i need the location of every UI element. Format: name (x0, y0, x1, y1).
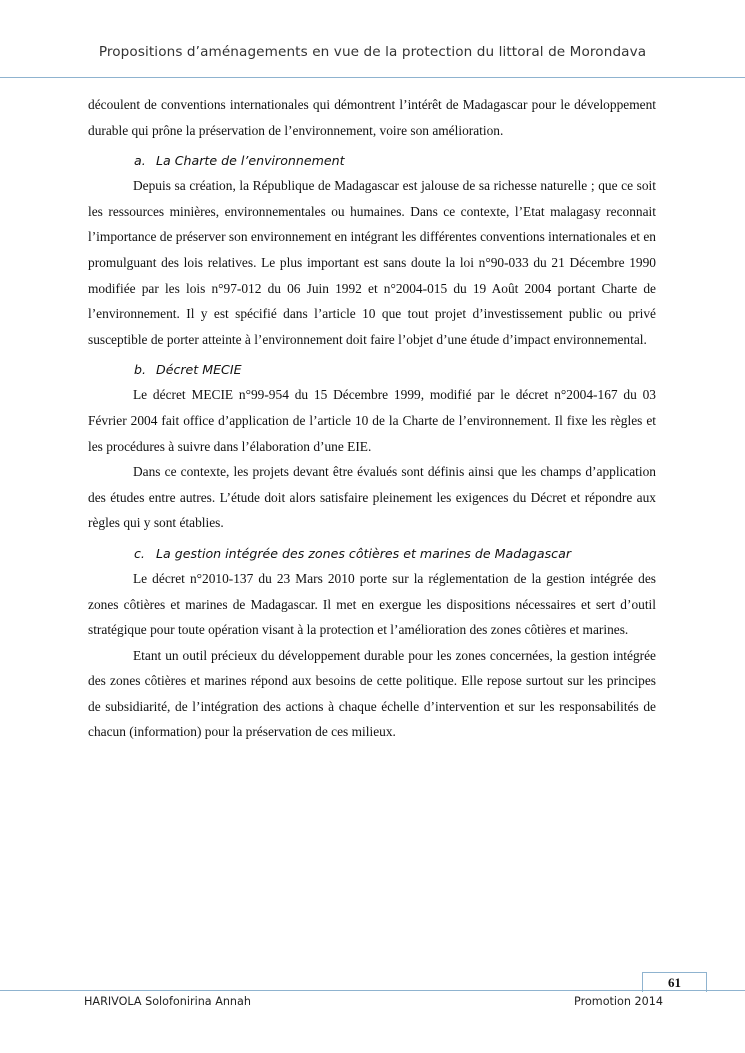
header-rule (0, 77, 745, 78)
footer-promotion: Promotion 2014 (574, 995, 663, 1008)
paragraph: Etant un outil précieux du développement durable pour les zones concernées, la gestion intégrée des zones côtières et marines répond aux besoins de cette politique. Elle repose surtout sur les principes de subsidiarité, de l’intégration des actions à chaque échelle d’intervention et sur les responsabilités de chacun (information) pour la préservation de ces milieux. (88, 647, 656, 740)
section-title: Décret MECIE (156, 362, 242, 378)
footer-rule (0, 990, 745, 991)
running-header-title: Propositions d’aménagements en vue de la protection du littoral de Morondava (98, 44, 647, 60)
section-letter: b. (134, 362, 146, 378)
footer-author: HARIVOLA Solofonirina Annah (84, 995, 251, 1008)
section-heading-gizc (134, 542, 656, 566)
intro-paragraph: découlent de conventions internationales qui démontrent l’intérêt de Madagascar pour le développement durable qui prône la préservation de l’environnement, voire son amélioration. (88, 97, 656, 138)
section-letter: a. (134, 153, 146, 169)
page-body (88, 92, 656, 745)
paragraph: Le décret n°2010-137 du 23 Mars 2010 porte sur la réglementation de la gestion intégrée des zones côtières et marines de Madagascar. Il met en exergue les dispositions nécessaires et sert d’outil stratégique pour toute opération visant à la protection et l’amélioration des zones côtières et marines. (88, 570, 656, 638)
section-heading-mecie (134, 358, 656, 382)
page-number: 61 (642, 972, 707, 992)
paragraph: Depuis sa création, la République de Madagascar est jalouse de sa richesse naturelle ; que ce soit les ressources minières, environnementales ou humaines. Dans ce contexte, l’Etat malagasy reconnait l’importance de préserver son environnement en intégrant les différentes conventions internationales et en promulguant des lois relatives. Le plus important est sans doute la loi n°90-033 du 21 Décembre 1990 modifiée par les lois n°97-012 du 06 Juin 1992 et n°2004-015 du 19 Août 2004 portant Charte de l’environnement. Il y est spécifié dans l’article 10 que tout projet d’investissement public ou privé susceptible de porter atteinte à l’environnement doit faire l’objet d’une étude d’impact environnemental. (88, 178, 656, 347)
section-letter: c. (134, 545, 145, 561)
paragraph: Le décret MECIE n°99-954 du 15 Décembre 1999, modifié par le décret n°2004-167 du 03 Février 2004 fait office d’application de l’article 10 de la Charte de l’environnement. Il fixe les règles et les procédures à suivre dans l’élaboration d’une EIE. (88, 387, 656, 454)
section-heading-charte (134, 149, 656, 173)
section-title: La Charte de l’environnement (156, 153, 345, 169)
paragraph: Dans ce contexte, les projets devant être évalués sont définis ainsi que les champs d’application des études entre autres. L’étude doit alors satisfaire pleinement les exigences du Décret et répondre aux règles qui y sont établies. (88, 464, 656, 531)
section-title: La gestion intégrée des zones côtières et marines de Madagascar (156, 545, 572, 561)
